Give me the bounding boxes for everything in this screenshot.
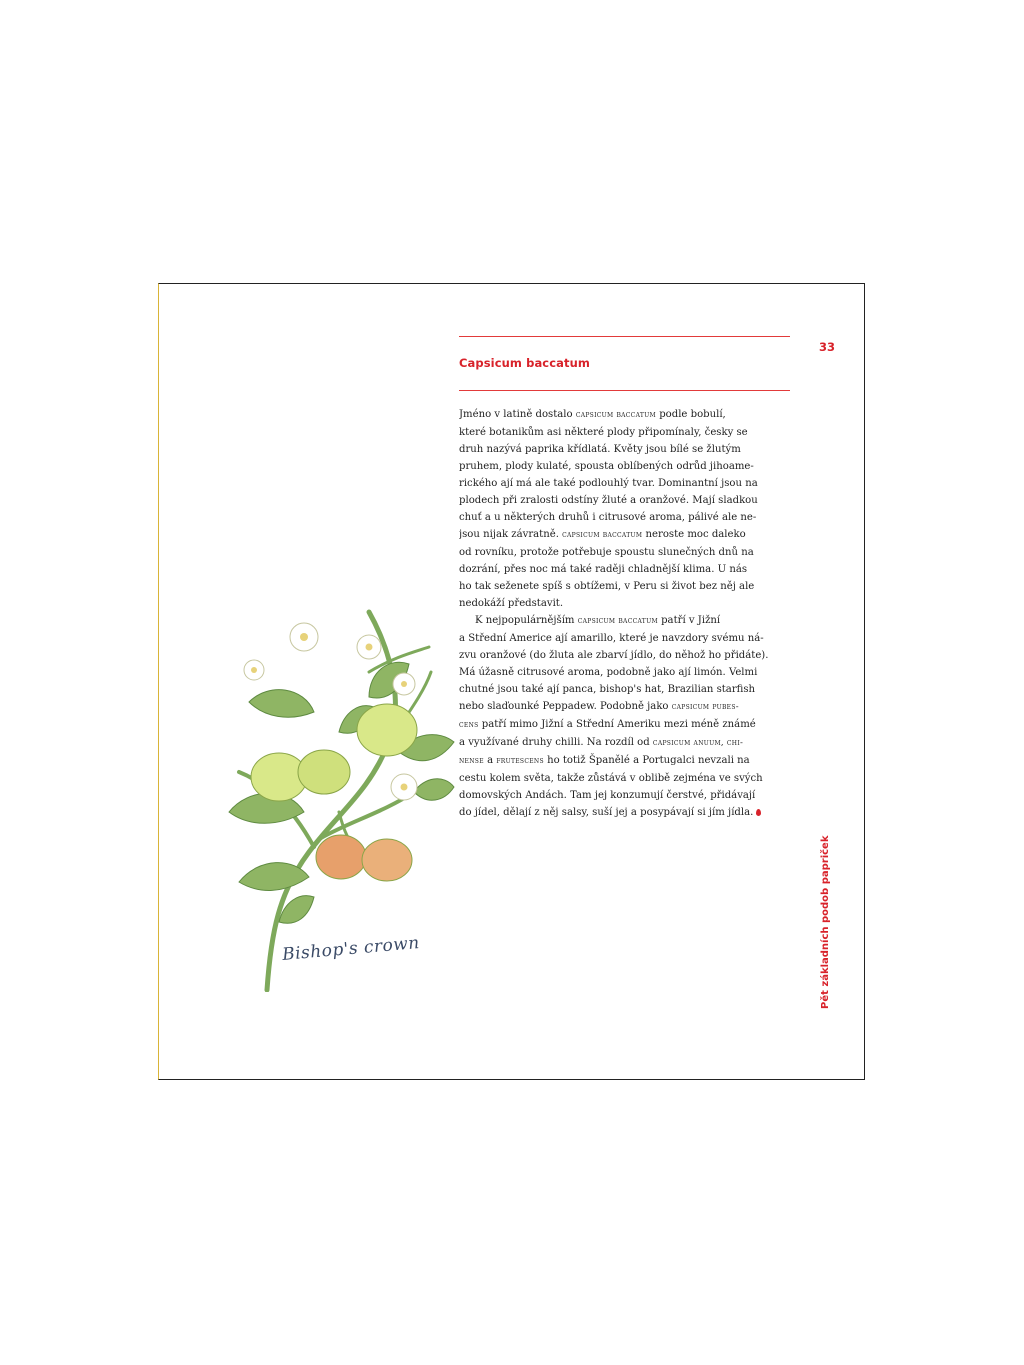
- body-line: a využívané druhy chilli. Na rozdíl od capsicum anuum, chi-: [459, 737, 744, 748]
- body-line: a Střední Americe ají amarillo, které je navzdory svému ná-: [459, 633, 764, 644]
- body-line: do jídel, dělají z něj salsy, suší jej a posypávají si jím jídla.: [459, 804, 790, 821]
- illustration-caption: Bishop's crown: [281, 933, 421, 965]
- body-line: chuť a u některých druhů i citrusové aroma, pálivé ale ne-: [459, 512, 757, 523]
- end-mark-drop-icon: [756, 809, 761, 816]
- body-line: cens patří mimo Jižní a Střední Ameriku mezi méně známé: [459, 719, 756, 730]
- body-line: dozrání, přes noc má také raději chladnější klima. U nás: [459, 564, 748, 575]
- body-line: Jméno v latině dostalo capsicum baccatum podle bobulí,: [459, 409, 726, 420]
- body-line: jsou nijak závratně. capsicum baccatum neroste moc daleko: [459, 529, 746, 540]
- body-text: [459, 406, 790, 821]
- body-line: které botanikům asi některé plody připomínaly, česky se: [459, 427, 748, 438]
- body-line: cestu kolem světa, takže zůstává v oblibě zejména ve svých: [459, 773, 763, 784]
- body-line: domovských Andách. Tam jej konzumují čerstvé, přidávají: [459, 790, 756, 801]
- title-rule-bottom: [459, 390, 790, 391]
- body-line: plodech při zralosti odstíny žluté a oranžové. Mají sladkou: [459, 495, 758, 506]
- pepper-plant-illustration-icon: [219, 602, 459, 992]
- body-line: K nejpopulárnějším capsicum baccatum patří v Jižní: [475, 615, 721, 626]
- body-line: druh nazývá paprika křídlatá. Květy jsou bílé se žlutým: [459, 444, 741, 455]
- title-rule-top: [459, 336, 790, 337]
- body-line: od rovníku, protože potřebuje spoustu slunečných dnů na: [459, 547, 754, 558]
- book-page: [158, 283, 865, 1080]
- page-number: 33: [819, 340, 836, 354]
- page-title: Capsicum baccatum: [459, 356, 590, 370]
- body-line: nebo slaďounké Peppadew. Podobně jako capsicum pubes-: [459, 701, 739, 712]
- body-line: rického ají má ale také podlouhlý tvar. Dominantní jsou na: [459, 478, 758, 489]
- body-line: ho tak seženete spíš s obtížemi, v Peru si život bez něj ale: [459, 581, 755, 592]
- body-line: zvu oranžové (do žluta ale zbarví jídlo, do něhož ho přidáte).: [459, 650, 769, 661]
- running-chapter-title: Pět základních podob papriček: [820, 835, 831, 1009]
- body-line: nense a frutescens ho totiž Španělé a Portugalci nevzali na: [459, 755, 750, 766]
- body-line: nedokáží představit.: [459, 598, 564, 609]
- body-line: pruhem, plody kulaté, spousta oblíbených odrůd jihoame-: [459, 461, 754, 472]
- body-line: chutné jsou také ají panca, bishop's hat, Brazilian starfish: [459, 684, 756, 695]
- body-line: Má úžasně citrusové aroma, podobně jako ají limón. Velmi: [459, 667, 758, 678]
